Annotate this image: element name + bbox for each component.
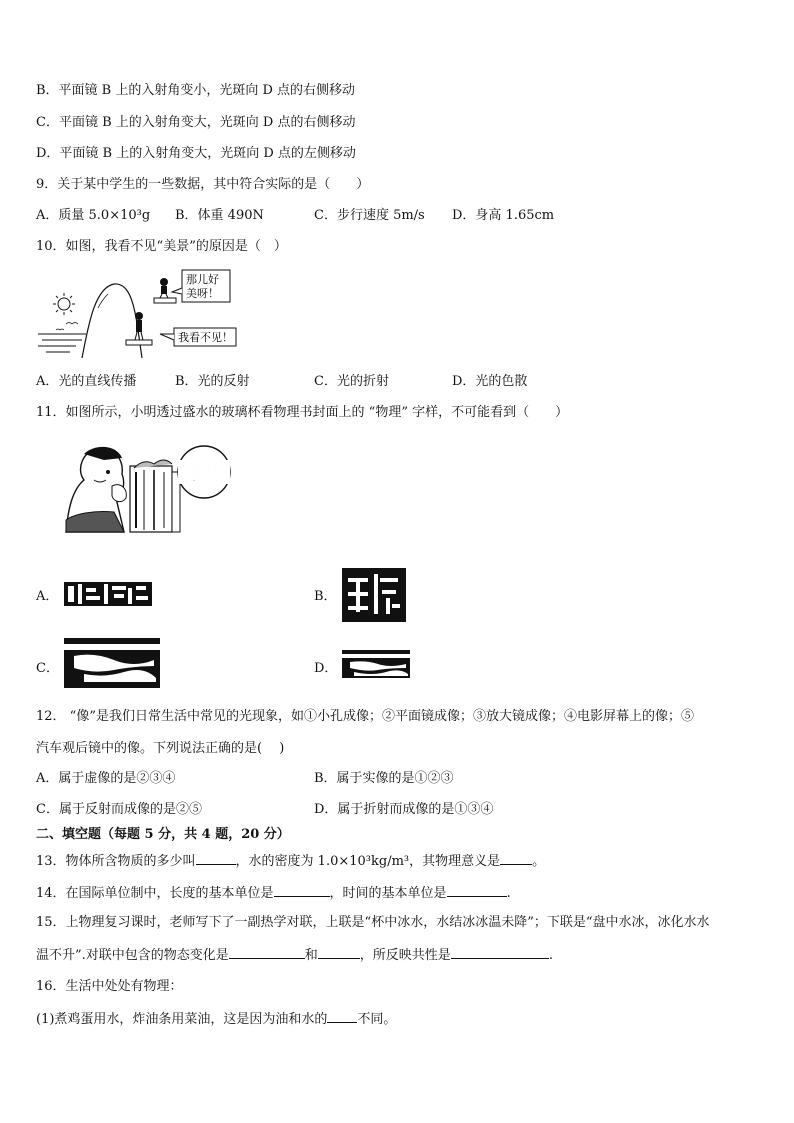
q9-option-d: D．身高 1.65cm: [452, 208, 555, 223]
person-on-low-platform: [126, 312, 152, 345]
q16-blank-1[interactable]: [327, 1010, 357, 1023]
bubble-bottom-text: 我看不见！: [178, 331, 233, 344]
q9-stem: 9．关于某中学生的一些数据，其中符合实际的是（ ）: [36, 177, 370, 192]
q12-stem-line1: 12． “像”是我们日常生活中常见的光现象，如①小孔成像；②平面镜成像；③放大镜成像；④电影屏幕上的像；⑤: [36, 709, 694, 724]
q15-part1: 温不升”.对联中包含的物态变化是: [36, 948, 229, 963]
q11-option-d-image: [342, 650, 410, 678]
glass-of-water: [130, 460, 172, 532]
q13-part2: ，水的密度为 1.0×10³kg/m³，其物理意义是: [235, 854, 501, 869]
q12-option-a: A．属于虚像的是②③④: [36, 771, 176, 786]
q12-stem-line2: 汽车观后镜中的像。下列说法正确的是( ): [36, 741, 285, 756]
q11-label-c: C．: [36, 661, 59, 676]
q10-figure: [36, 268, 246, 360]
q16-sub1-part2: 不同。: [357, 1012, 397, 1027]
q11-stem: 11．如图所示，小明透过盛水的玻璃杯看物理书封面上的 “物理” 字样，不可能看到（ ）: [36, 405, 569, 420]
q10-option-a: A．光的直线传播: [36, 374, 137, 389]
q13-part1: 13．物体所含物质的多少叫: [36, 854, 196, 869]
boy-looking-through-glass: [66, 447, 126, 532]
magnified-book-title: [178, 446, 230, 498]
q9-option-b: B．体重 490N: [175, 208, 264, 223]
speech-bubble-top: [172, 270, 230, 302]
q14-part1: 14．在国际单位制中，长度的基本单位是: [36, 886, 274, 901]
speech-bubble-bottom: [160, 328, 236, 346]
q8-option-c: C．平面镜 B 上的入射角变大，光斑向 D 点的右侧移动: [36, 115, 356, 130]
q10-option-b: B．光的反射: [175, 374, 250, 389]
section-2-title: 二、填空题（每题 5 分，共 4 题，20 分）: [36, 827, 290, 842]
bubble-top-line1: 那儿好: [186, 273, 219, 286]
q11-option-a-image: [64, 580, 152, 608]
q15-blank-1[interactable]: [229, 946, 305, 959]
q10-stem: 10．如图，我看不见“美景”的原因是（ ）: [36, 239, 287, 254]
q15-blank-3[interactable]: [451, 946, 549, 959]
q15-line1: 15．上物理复习课时，老师写下了一副热学对联，上联是“杯中冰水，水结冰冰温未降”；下联是“盘中水冰，冰化水水: [36, 915, 710, 930]
q16-sub1-part1: (1)煮鸡蛋用水，炸油条用菜油，这是因为油和水的: [36, 1012, 328, 1027]
q10-option-d: D．光的色散: [452, 374, 528, 389]
hill: [82, 284, 142, 358]
q9-option-c: C．步行速度 5m/s: [314, 208, 425, 223]
q11-figure: [64, 440, 244, 536]
q15-part2: 和: [304, 948, 318, 963]
q12-option-b: B．属于实像的是①②③: [314, 771, 454, 786]
book-title-text: 物理: [179, 461, 219, 485]
q13-part3: 。: [532, 854, 546, 869]
q11-option-c-image: [64, 638, 160, 688]
sun-icon: [53, 293, 75, 315]
q11-label-d: D．: [314, 661, 338, 676]
q13-line: [36, 852, 545, 871]
q14-blank-2[interactable]: [447, 884, 507, 897]
bubble-top-line2: 美呀！: [186, 287, 219, 300]
q12-option-d: D．属于折射而成像的是①③④: [314, 802, 494, 817]
q11-option-b-image: [342, 568, 406, 622]
q14-part3: .: [506, 886, 511, 901]
q14-part2: ，时间的基本单位是: [329, 886, 447, 901]
q15-part4: .: [548, 948, 553, 963]
q13-blank-2[interactable]: [500, 852, 532, 865]
q9-option-a: A．质量 5.0×10³g: [36, 208, 151, 223]
q14-line: [36, 884, 511, 903]
q15-part3: ，所反映共性是: [359, 948, 451, 963]
q15-blank-2[interactable]: [318, 946, 360, 959]
q8-option-d: D．平面镜 B 上的入射角变大，光斑向 D 点的左侧移动: [36, 146, 356, 161]
q13-blank-1[interactable]: [196, 852, 236, 865]
q12-option-c: C．属于反射而成像的是②⑤: [36, 802, 202, 817]
q14-blank-1[interactable]: [274, 884, 330, 897]
q8-option-b: B．平面镜 B 上的入射角变小，光斑向 D 点的右侧移动: [36, 83, 356, 98]
q16-stem: 16．生活中处处有物理：: [36, 979, 183, 994]
q11-label-a: A．: [36, 589, 59, 604]
person-on-high-platform: [154, 278, 176, 303]
q10-option-c: C．光的折射: [314, 374, 389, 389]
q16-sub1-line: [36, 1010, 396, 1029]
q11-label-b: B．: [314, 589, 337, 604]
q15-line2: [36, 946, 553, 965]
